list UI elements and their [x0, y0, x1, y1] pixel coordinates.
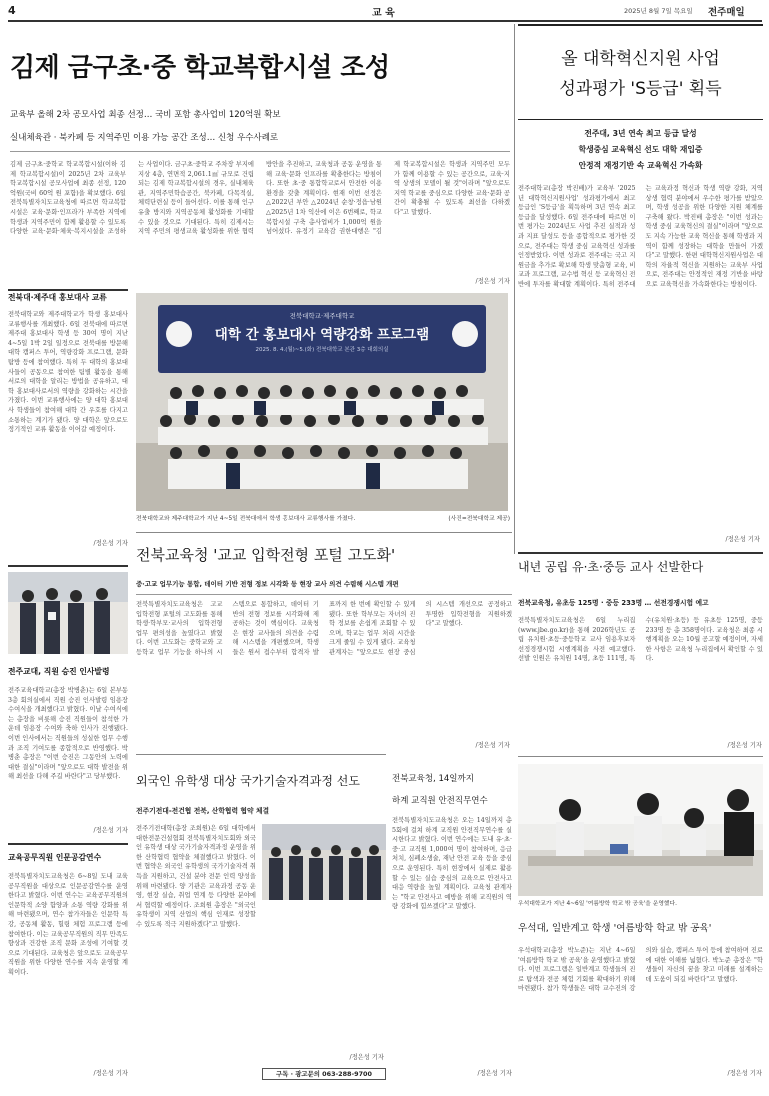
page-number: 4 [8, 4, 16, 17]
banner-photo-caption: 전북대학교와 제주대학교가 지난 4~5일 전북대에서 학생 홍보대사 교류행사를 가졌다. [136, 516, 356, 522]
masthead [8, 4, 762, 18]
banner-photo [136, 293, 508, 511]
left1-body: 전북대학교와 제주대학교가 학생 홍보대사 교류행사를 개최했다. 6일 전북대에 따르면 제주대 홍보대사 학생 등 30여 명이 지난 4~5일 1박 2일 일정으로 전북대를 방문해 대학 캠퍼스 투어, 역량강화 프로그램, 문화 탐방 등에 참여했다. 특히 두 대학의 홍보대사들이 공동으로 참여한 팀별 활동을 통해 서로의 대학을 알리는 방법을 공유하고, 대학 홍보대사로서의 역량을 강화하는 시간을 가졌다. 이번 교류행사에는 양 대학 홍보대사 학생들이 참여해 대학 간 우호를 다지고 소통하는 계기가 됐다. 양 대학은 앞으로도 정기적인 교류 활동을 이어갈 예정이다. [8, 311, 128, 434]
lead-headline: 김제 금구초·중 학교복합시설 조성 [10, 53, 390, 83]
left2-body: 전주교육대학교(총장 박병춘)는 6일 본부동 3층 회의실에서 직원 승진 인사발령 임용장 수여식을 개최했다고 밝혔다. 이날 수여식에는 총장을 비롯해 승진 직원들이 참석한 가운데 임용장 수여와 축하 인사가 진행됐다. 이번 인사에서는 직원들의 성실한 업무 수행과 조직 기여도를 종합적으로 반영했다. 박병춘 총장은 "이번 승진은 그동안의 노력에 대한 결실"이라며 "앞으로도 대학 발전을 위해 최선을 다해 주길 바란다"고 당부했다. [8, 687, 128, 781]
banner-main-text: 대학 간 홍보대사 역량강화 프로그램 [214, 327, 430, 343]
left3-title: 교육공무직원 인문공감연수 [8, 853, 102, 862]
mid3-byline: /정은성 기자 [477, 1070, 512, 1077]
mid-body: 전북특별자치도교육청은 고교입학전형 포털의 고도화를 통해 학생·학부모·교사의 입학전형 업무 편의성을 높였다고 밝혔다. 이번 고도화는 중학교와 고등학교 업무 기능을 하나의 시스템으로 통합하고, 데이터 기반의 전형 정보를 시각화해 제공하는 것이 핵심이다. 교육청은 현장 교사들의 의견을 수렴해 시스템을 개편했으며, 학생들은 원서 접수부터 합격자 발표까지 한 번에 확인할 수 있게 됐다. 또한 학부모는 자녀의 진학 정보를 손쉽게 조회할 수 있으며, 학교는 업무 처리 시간을 크게 줄일 수 있게 됐다. 교육청 관계자는 "앞으로도 현장 중심의 시스템 개선으로 공정하고 투명한 입학전형을 지원하겠다"고 말했다. [136, 601, 512, 656]
left3-body: 전북특별자치도교육청은 6~8일 도내 교육공무직원을 대상으로 인문공감연수를 운영한다고 밝혔다. 이번 연수는 교육공무직원의 인문학적 소양 함양과 소통 역량 강화를 위해 마련됐으며, 연수 참가자들은 인문학 특강, 공동체 활동, 힐링 체험 프로그램 등에 참여한다. 이는 교육공무직원의 직무 만족도 향상과 건강한 조직 문화 조성에 기여할 것으로 기대된다. 교육청은 앞으로도 교육공무직원을 위한 다양한 연수를 지속 운영할 계획이다. [8, 873, 128, 976]
mid2-body-col1: 전주기전대학(총장 조희원)은 6일 대학에서 대한전문건설협회 전북특별자치도회와 외국인 유학생 대상 국가기술자격과정 운영을 위한 산학협력 협약을 체결했다고 밝혔다. 이번 협약은 외국인 유학생의 국가기술자격 취득을 지원하고, 건설 분야 전문 인력 양성을 위해 마련됐다. 양 기관은 교육과정 공동 운영, 현장 실습, 취업 연계 등 다양한 분야에서 협력할 예정이다. 조희원 총장은 "외국인 유학생이 지역 산업의 핵심 인재로 성장할 수 있도록 적극 지원하겠다"고 말했다. [136, 825, 256, 928]
left2-byline: /정은성 기자 [93, 827, 128, 834]
mid-byline: /정은성 기자 [475, 742, 510, 749]
classroom-photo-caption: 우석대학교가 지난 4~6일 '여름방학 학교 밖 공육'을 운영했다. [518, 901, 677, 907]
right2-headline: 내년 공립 유·초·중등 교사 선발한다 [518, 560, 704, 574]
right-top-sub3: 안정적 재정기반 속 교육혁신 가속화 [578, 161, 703, 170]
banner-photo-credit: (사진=전북대학교 제공) [448, 516, 510, 522]
right-top-byline: /정은성 기자 [725, 536, 760, 543]
classroom-photo-scene [518, 764, 763, 896]
right2-body: 전북특별자치도교육청은 6일 누리집(www.jbe.go.kr)을 통해 2026학년도 공립 유치원·초등·중등학교 교사 임용후보자 선정경쟁시험 시행계획을 사전 예고했다. 선발 인원은 유치원 14명, 초등 111명, 특수(유치원·초등) 등 유초등 125명, 중등 233명 등 총 358명이다. 교육청은 최종 시행계획을 오는 10월 공고할 예정이며, 자세한 사항은 교육청 누리집에서 확인할 수 있다. [518, 617, 763, 663]
mid-subheadline: 중·고교 업무기능 통합, 데이터 기반 전형 정보 시각화 등 현장 교사 의견 수렴해 시스템 개편 [136, 580, 399, 588]
lead-subheadline-1: 교육부 올해 2차 공모사업 최종 선정… 국비 포함 총사업비 120억원 확보 [10, 110, 281, 120]
mid2-subheadline: 전주기전대-전건협 전북, 산학협력 협약 체결 [136, 807, 270, 815]
banner-top-text: 전북대학교·제주대학교 [289, 312, 355, 320]
right3-body: 우석대학교(총장 박노준)는 지난 4~6일 '여름방학 학교 밖 공육'을 운영했다고 밝혔다. 이번 프로그램은 일반계고 학생들의 진로 탐색과 전공 체험 기회를 확대하기 위해 마련됐다. 참가 학생들은 대학 교수진의 강의와 실습, 캠퍼스 투어 등에 참여하며 진로에 대한 이해를 넓혔다. 박노준 총장은 "학생들이 자신의 꿈을 찾고 미래를 설계하는 데 도움이 되길 바란다"고 말했다. [518, 947, 763, 993]
left1-byline: /정은성 기자 [93, 540, 128, 547]
mid2-byline: /정은성 기자 [349, 1054, 384, 1061]
right3-headline: 우석대, 일반계고 학생 '여름방학 학교 밖 공육' [518, 923, 712, 934]
left2-title: 전주교대, 직원 승진 인사발령 [8, 667, 110, 676]
mid3-headline: 전북교육청, 14일까지 [392, 774, 474, 784]
left3-byline: /정은성 기자 [93, 1070, 128, 1077]
right2-subheadline: 전북교육청, 유초등 125명 · 중등 233명 … 선전경쟁시험 예고 [518, 599, 709, 607]
subscription-ad: 구독 · 광고문의 063-288-9700 [262, 1068, 386, 1080]
mid2-photo-people [262, 824, 386, 900]
group-photo-people [136, 293, 508, 511]
classroom-photo [518, 764, 763, 896]
staff-photo [8, 572, 128, 654]
mid2-headline: 외국인 유학생 대상 국가기술자격과정 선도 [136, 774, 360, 788]
left1-title: 전북대·제주대 홍보대사 교류 [8, 293, 107, 302]
right2-byline: /정은성 기자 [727, 742, 762, 749]
mid-headline: 전북교육청 '교교 입학전형 포털 고도화' [136, 546, 396, 564]
right-top-title-line1: 올 대학혁신지원 사업 [561, 49, 720, 69]
right-top-title-box [518, 24, 763, 120]
paper-name: 전주매일 [708, 7, 745, 18]
right-top-sub2: 학생중심 교육혁신 선도 대학 재입증 [578, 145, 703, 154]
right3-byline: /정은성 기자 [727, 1070, 762, 1077]
lead-body: 김제 금구초·중학교 학교복합시설(이하 김제 학교복합시설)이 2025년 2차 교육부 학교복합시설 공모사업에 최종 선정, 120억원(국비 60억 원 포함)을 확보했다. 6일 전북특별자치도교육청에 따르면 학교복합시설은 교육·문화·인프라가 부족한 지역에 학생과 지역주민이 함께 활용할 수 있도록 다양한 교육·문화·체육·복지시설을 조성하는 사업이다. 금구초·중학교 주차장 부지에 지상 4층, 연면적 2,061.1㎡ 규모로 건립되는 김제 학교복합시설의 경우, 실내체육관, 지역주민학습공간, 북카페, 다목적실, 체력단련실 등이 들어선다. 이를 통해 인구 유출 방지와 지역공동체 활성화를 기대할 수 있을 것으로 기대된다. 특히 김제시는 지역 주민의 평생교육 활성화를 위한 협력 방안을 추진하고, 교육청과 공동 운영을 통해 교육·문화 인프라를 확충한다는 방침이다. 또한 초·중 통합학교로서 안전한 이용 환경을 갖출 계획이다. 현재 이번 선정은 △2022년 부안 △2024년 순창·정읍·남원 △2025년 1차 익산에 이은 6번째로, 학교복합시설 구축 총사업비가 1,000억 원을 넘어섰다. 유정기 교육감 권한대행은 "김제 학교복합시설은 학생과 지역주민 모두가 함께 이용할 수 있는 공간으로, 교육·지역 상생의 모델이 될 것"이라며 "앞으로도 지역 학교를 중심으로 다양한 교육·문화 공간이 확충될 수 있도록 최선을 다하겠다"고 말했다. [10, 161, 510, 236]
banner-sub-text: 2025. 8. 4.(월)~5.(화) 전북대학교 본관 3층 대회의실 [255, 347, 389, 353]
right-top-title-line2: 성과평가 'S등급' 획득 [559, 79, 722, 99]
lead-byline: /정은성 기자 [475, 278, 510, 285]
right-top-body: 전주대학교(총장 박진배)가 교육부 '2025년 대학혁신지원사업' 성과평가에서 최고 등급인 'S등급'을 획득하며 3년 연속 최고 등급을 달성했다. 6일 전주대에 따르면 이번 평가는 2024년도 사업 추진 실적과 성과 지표 달성도 등을 종합적으로 평가한 것으로, 전주대는 학생 중심 교육혁신 성과를 인정받았다. 이번 성과로 전주대는 국고 지원금을 추가로 확보해 학생 맞춤형 교육, 비교과 프로그램, 교수법 혁신 등 교육혁신 전반에 투자를 확대할 계획이다. 특히 전주대는 교육과정 혁신과 학생 역량 강화, 지역 상생 협력 분야에서 우수한 평가를 받았으며, 학생 성공을 위한 다양한 지원 체계를 구축해 왔다. 박진배 총장은 "이번 성과는 학생 중심 교육혁신의 결실"이라며 "앞으로도 지속 가능한 교육 혁신을 통해 학생과 지역이 함께 성장하는 대학을 만들어 가겠다"고 말했다. 한편 대학혁신지원사업은 대학의 자율적 혁신을 지원하는 교육부 사업으로, 전주대는 안정적인 재정 기반을 바탕으로 교육혁신을 가속화한다는 방침이다. [518, 185, 763, 288]
issue-date: 2025년 8월 7일 목요일 [624, 7, 693, 15]
mid3-body: 전북특별자치도교육청은 오는 14일까지 총 5회에 걸쳐 하계 교직원 안전직무연수를 실시한다고 밝혔다. 이번 연수에는 도내 유·초·중·고 교직원 1,000여 명이 참여하며, 응급처치, 심폐소생술, 재난 안전 교육 등을 중심으로 운영된다. 특히 현장에서 실제로 활용할 수 있는 실습 중심의 교육으로 안전사고 대응 역량을 높일 계획이다. 교육청 관계자는 "학교 안전사고 예방을 위해 교직원의 역량 강화에 힘쓰겠다"고 말했다. [392, 817, 512, 911]
lead-subheadline-2: 실내체육관 · 북카페 등 지역주민 이용 가능 공간 조성… 신청 우수사례로 [10, 133, 279, 143]
mid2-photo [262, 824, 386, 900]
right-top-subheads [518, 126, 763, 174]
mid3-subheadline: 하계 교직원 안전직무연수 [392, 796, 488, 806]
section-name: 교 육 [372, 8, 395, 18]
staff-photo-people [8, 572, 128, 654]
right-top-sub1: 전주대, 3년 연속 최고 등급 달성 [584, 129, 697, 138]
